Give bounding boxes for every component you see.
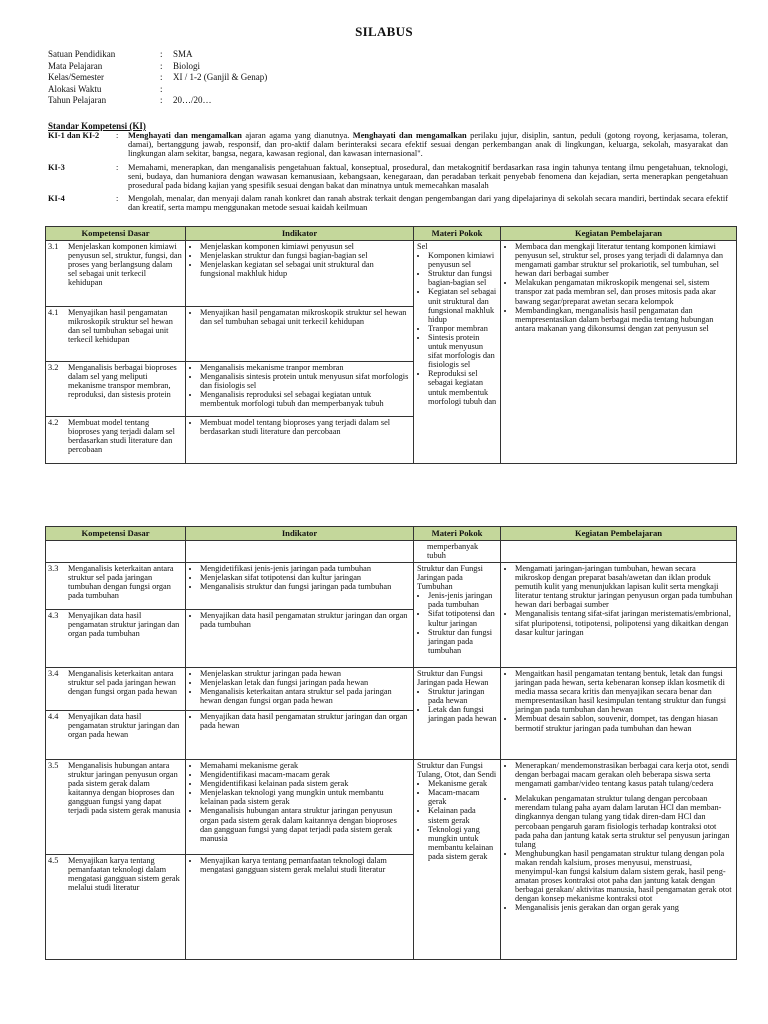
materi-cell: Struktur dan Fungsi Jaringan pada Tumbuhan • Jenis-jenis jaringan pada tumbuhan • Sifat totipotensi dan kultur jaringan • Struktur dan fungsi jaringan pada tumbuhan <box>414 563 501 668</box>
list-item: • Menganalisis mekanisme tranpor membran <box>200 363 410 372</box>
info-label: Alokasi Waktu <box>48 83 102 94</box>
materi-cell: Sel • Komponen kimiawi penyusun sel • Struktur dan fungsi bagian-bagian sel • Kegiatan sel sebagai unit struktural dan fungsional makhluk hidup • Tranpor membran • Sintesis protein untuk menyusun sifat morfologis dan fisiologis sel • Reproduksi sel sebagai kegiatan untuk membentuk morfologi tubuh dan <box>414 241 501 464</box>
kd-cell: 4.3 Menyajikan data hasil pengamatan struktur jaringan dan organ pada tumbuhan <box>46 610 186 668</box>
table-row <box>46 563 737 610</box>
ki-label: KI-4 <box>48 194 65 203</box>
table-row <box>46 541 737 563</box>
header-indikator: Indikator <box>186 227 414 241</box>
info-value: SMA <box>173 49 193 59</box>
list-item: • Menyajikan data hasil pengamatan struktur jaringan dan organ pada hewan <box>200 712 410 730</box>
list-item: • Struktur dan fungsi jaringan pada tumbuhan <box>428 628 497 655</box>
list-item: • Menganalisis sintesis protein untuk menyusun sifat morfologis dan fisiologis sel <box>200 372 410 390</box>
indikator-cell <box>186 417 414 464</box>
list-item: • Membaca dan mengkaji literatur tentang komponen kimiawi penyusun sel, struktur sel, proses yang terjadi di dalamnya dan mengamati gambar struktur sel prokariotik, sel tumbuhan, sel hewan dari berbagai sumber <box>515 242 733 278</box>
table-header-row <box>46 527 737 541</box>
list-item: • Mengaitkan hasil pengamatan tentang bentuk, letak dan fungsi jaringan pada hewan, serta kebenaran konsep iklan kosmetik di media massa secara kritis dan menyajikan secara benar dan mempresentasikan hasil kesimpulan tentang struktur dan fungsi jaringan pada tumbuhan dan hewan <box>515 669 733 714</box>
list-item: • Menjelaskan struktur jaringan pada hewan <box>200 669 410 678</box>
materi-cell: Struktur dan Fungsi Jaringan pada Hewan • Struktur jaringan pada hewan • Letak dan fungsi jaringan pada hewan <box>414 668 501 760</box>
header-kegiatan: Kegiatan Pembelajaran <box>501 527 737 541</box>
ki-1-2-row: KI-1 dan KI-2 : Menghayati dan mengamalkan ajaran agama yang dianutnya. Menghayati dan mengamalkan perilaku jujur, disiplin, santun, peduli (gotong royong, kerjasama, toleran, damai), bertanggung jawab, responsif, dan pro-aktif dalam berinteraksi secara efektif sesuai dengan perkembangan anak di lingkungan, keluarga, sekolah, masyarakat dan lingkungan alam sekitar, bangsa, negara, kawasan regional, dan kawasan internasional". <box>48 131 729 159</box>
list-item: • Struktur dan fungsi bagian-bagian sel <box>428 269 497 287</box>
ki-text: Menghayati dan mengamalkan ajaran agama yang dianutnya. Menghayati dan mengamalkan perilaku jujur, disiplin, santun, peduli (gotong royong, kerjasama, toleran, damai), bertanggung jawab, responsif, dan pro-aktif dalam berinteraksi secara efektif sesuai dengan perkembangan anak di lingkungan, keluarga, sekolah, masyarakat dan lingkungan alam sekitar, bangsa, negara, kawasan regional, dan kawasan internasional". <box>128 131 729 159</box>
list-item: • Menghubungkan hasil pengamatan struktur tulang dengan pola makan rendah kalsium, proses menyusui, menstruasi, menyimpul-kan fungsi kalsium dalam sistem gerak, hasil peng-amatan proses kontraksi otot paha dan jantung katak dengan berbagai gerakan/ aktivitas manusia, hasil pengamatan gerak otot dengan konsep mekanisme kontraksi otot <box>515 849 733 904</box>
list-item: • Menganalisis jenis gerakan dan organ gerak yang <box>515 903 733 912</box>
indikator-cell <box>186 610 414 668</box>
indikator-cell <box>186 241 414 307</box>
list-item: • Menerapkan/ mendemonstrasikan berbagai cara kerja otot, sendi dengan berbagai macam gerakan oleh beberapa siswa serta mengamati gambar/video tentang kasus patah tulang/cedera <box>515 761 733 788</box>
list-item: • Menjelaskan komponen kimiawi penyusun sel <box>200 242 410 251</box>
list-item: • Menganalisis keterkaitan antara struktur sel pada jaringan hewan dengan fungsi organ pada hewan <box>200 687 410 705</box>
list-item: • Jenis-jenis jaringan pada tumbuhan <box>428 591 497 609</box>
list-item: • Menjelaskan sifat totipotensi dan kultur jaringan <box>200 573 410 582</box>
info-value: Biologi <box>173 60 201 71</box>
ki-4-row: KI-4 : Mengolah, menalar, dan menyaji dalam ranah konkret dan ranah abstrak terkait dengan pengembangan dari yang dipelajarinya di sekolah secara mandiri, bertindak secara efektif dan kreatif, serta mampu menggunakan metode sesuai kaidah keilmuan <box>48 194 728 213</box>
list-item: • Macam-macam gerak <box>428 788 497 806</box>
info-row: Satuan Pendidikan : SMA <box>48 49 193 59</box>
indikator-cell <box>186 307 414 362</box>
list-item: • Menyajikan karya tentang pemanfaatan teknologi dalam mengatasi gangguan sistem gerak melalui studi literatur <box>200 856 410 874</box>
info-label: Satuan Pendidikan <box>48 49 116 59</box>
kd-cell: 4.5 Menyajikan karya tentang pemanfaatan teknologi dalam mengatasi gangguan sistem gerak melalui studi literatur <box>46 855 186 960</box>
header-indikator: Indikator <box>186 527 414 541</box>
info-label: Kelas/Semester <box>48 72 104 83</box>
kd-cell: 3.4 Menganalisis keterkaitan antara struktur sel pada jaringan hewan dengan fungsi organ pada hewan <box>46 668 186 711</box>
list-item: • Menganalisis struktur dan fungsi jaringan pada tumbuhan <box>200 582 410 591</box>
list-item: • Membuat desain sablon, souvenir, dompet, tas dengan hiasan bermotif struktur jaringan pada tumbuhan dan hewan <box>515 714 733 732</box>
list-item: • Menjelaskan letak dan fungsi jaringan pada hewan <box>200 678 410 687</box>
list-item: • Komponen kimiawi penyusun sel <box>428 251 497 269</box>
info-row: Kelas/Semester : XI / 1-2 (Ganjil & Genap) <box>48 72 268 83</box>
list-item: • Mekanisme gerak <box>428 779 497 788</box>
ki-3-row: KI-3 : Memahami, menerapkan, dan menganalisis pengetahuan faktual, konseptual, prosedural, dan metakognitif berdasarkan rasa ingin tahunya tentang ilmu pengetahuan, teknologi, seni, budaya, dan humaniora dengan wawasan kemanusiaan, kebangsaan, kenegaraan, dan peradaban terkait penyebab fenomena dan kejadian, serta menerapkan pengetahuan prosedural pada bidang kajian yang spesifik sesuai dengan bakat dan minatnya untuk memecahkan masalah <box>48 163 728 191</box>
table-row <box>46 668 737 711</box>
list-item: • Menyajikan hasil pengamatan mikroskopik struktur sel hewan dan sel tumbuhan sebagai unit terkecil kehidupan <box>200 308 410 326</box>
ki-label: KI-1 dan KI-2 <box>48 131 100 140</box>
list-item: • Tranpor membran <box>428 324 497 333</box>
info-row: Mata Pelajaran : Biologi <box>48 60 201 71</box>
kegiatan-cell <box>501 563 737 668</box>
info-label: Mata Pelajaran <box>48 60 103 71</box>
syllabus-table-1 <box>45 226 737 464</box>
list-item: • Menganalisis tentang sifat-sifat jaringan meristematis/embrional, sifat pluripotensi, totipotensi, polipotensi yang dikaitkan dengan dasar kultur jaringan <box>515 609 733 636</box>
header-kegiatan: Kegiatan Pembelajaran <box>501 227 737 241</box>
indikator-cell <box>186 760 414 855</box>
list-item: • Mengamati jaringan-jaringan tumbuhan, hewan secara mikroskop dengan preparat basah/awetan dan iklan produk pemutih kulit yang menunjukkan lapisan kulit serta mengkaji literatur tentang struktur jaringan penyusun organ pada tumbuhan hewan dari berbagai sumber <box>515 564 733 609</box>
info-value: XI / 1-2 (Ganjil & Genap) <box>173 72 268 83</box>
table-row <box>46 760 737 855</box>
ki-label: KI-3 <box>48 163 65 172</box>
indikator-cell <box>186 668 414 711</box>
indikator-cell <box>186 855 414 960</box>
kd-cell: 3.1 Menjelaskan komponen kimiawi penyusun sel, struktur, fungsi, dan proses yang berlangsung dalam sel sebagai unit terkecil kehidupan <box>46 241 186 307</box>
ki-text: Mengolah, menalar, dan menyaji dalam ranah konkret dan ranah abstrak terkait dengan pengembangan dari yang dipelajarinya di sekolah secara mandiri, bertindak secara efektif dan kreatif, serta mampu menggunakan metode sesuai kaidah keilmuan <box>128 194 728 213</box>
materi-cell: memperbanyak tubuh <box>414 541 501 563</box>
table-row <box>46 241 737 307</box>
indikator-cell <box>186 563 414 610</box>
header-kompetensi: Kompetensi Dasar <box>46 227 186 241</box>
kegiatan-cell <box>501 668 737 760</box>
info-label: Tahun Pelajaran <box>48 95 107 106</box>
list-item: • Kelainan pada sistem gerak <box>428 806 497 824</box>
list-item: • Membandingkan, menganalisis hasil pengamatan dan mempresentasikan dalam berbagai media tentang hubungan antara makanan yang dikonsumsi dengan zat penyusun sel <box>515 306 733 333</box>
info-value: 20…/20… <box>173 95 212 106</box>
kd-cell: 3.3 Menganalisis keterkaitan antara struktur sel pada jaringan tumbuhan dengan fungsi organ pada tumbuhan <box>46 563 186 610</box>
section-title: Standar Kompetensi (KI) <box>48 121 146 131</box>
indikator-cell <box>186 362 414 417</box>
header-materi: Materi Pokok <box>414 527 501 541</box>
list-item: • Sintesis protein untuk menyusun sifat morfologis dan fisiologis sel <box>428 333 497 369</box>
syllabus-table-2 <box>45 526 737 960</box>
list-item: • Sifat totipotensi dan kultur jaringan <box>428 609 497 627</box>
kd-cell: 3.2 Menganalisis berbagai bioproses dalam sel yang meliputi mekanisme transpor membran, reproduksi, dan sistesis protein <box>46 362 186 417</box>
list-item: • Melakukan pengamatan mikroskopik mengenai sel, sistem transpor zat pada membran sel, dan proses mitosis pada akar bawang segar/preparat awetan secara kelompok <box>515 278 733 305</box>
list-item: • Kegiatan sel sebagai unit struktural dan fungsional makhluk hidup <box>428 287 497 323</box>
list-item: • Menyajikan data hasil pengamatan struktur jaringan dan organ pada tumbuhan <box>200 611 410 629</box>
list-item: • Teknologi yang mungkin untuk membantu kelainan pada sistem gerak <box>428 825 497 861</box>
list-item: • Mengidetifikasi jenis-jenis jaringan pada tumbuhan <box>200 564 410 573</box>
page-title: SILABUS <box>355 24 413 39</box>
kd-cell: 3.5 Menganalisis hubungan antara struktur jaringan penyusun organ pada sistem gerak dalam kaitannya dengan bioproses dan gangguan fungsi yang dapat terjadi pada sistem gerak manusia <box>46 760 186 855</box>
list-item: • Menganalisis hubungan antara struktur jaringan penyusun organ pada sistem gerak dalam kaitannya dengan bioproses dan gangguan fungsi yang dapat terjadi pada sistem gerak manusia <box>200 806 410 842</box>
list-item: • Menjelaskan kegiatan sel sebagai unit struktural dan fungsional makhluk hidup <box>200 260 410 278</box>
list-item: • Menjelaskan struktur dan fungsi bagian-bagian sel <box>200 251 410 260</box>
list-item: • Menganalisis reproduksi sel sebagai kegiatan untuk membentuk morfologi tubuh dan memperbanyak tubuh <box>200 390 410 408</box>
list-item: • Membuat model tentang bioproses yang terjadi dalam sel berdasarkan studi literature dan percobaan <box>200 418 410 436</box>
header-materi: Materi Pokok <box>414 227 501 241</box>
list-item: • Menjelaskan teknologi yang mungkin untuk membantu kelainan pada sistem gerak <box>200 788 410 806</box>
list-item: • Mengidentifikasi macam-macam gerak <box>200 770 410 779</box>
identity-block <box>48 49 267 107</box>
table-header-row <box>46 227 737 241</box>
list-item: • Memahami mekanisme gerak <box>200 761 410 770</box>
info-row: Alokasi Waktu : <box>48 83 163 94</box>
list-item: • Reproduksi sel sebagai kegiatan untuk membentuk morfologi tubuh dan <box>428 369 497 405</box>
ki-text: Memahami, menerapkan, dan menganalisis pengetahuan faktual, konseptual, prosedural, dan metakognitif berdasarkan rasa ingin tahunya tentang ilmu pengetahuan, teknologi, seni, budaya, dan humaniora dengan wawasan kemanusiaan, kebangsaan, kenegaraan, dan peradaban terkait penyebab fenomena dan kejadian, serta menerapkan pengetahuan prosedural pada bidang kajian yang spesifik sesuai dengan bakat dan minatnya untuk memecahkan masalah <box>128 163 728 191</box>
kd-cell: 4.2 Membuat model tentang bioproses yang terjadi dalam sel berdasarkan studi literature dan percobaan <box>46 417 186 464</box>
kegiatan-cell <box>501 241 737 464</box>
list-item: • Struktur jaringan pada hewan <box>428 687 497 705</box>
list-item: • Mengidentifikasi kelainan pada sistem gerak <box>200 779 410 788</box>
kd-cell: 4.1 Menyajikan hasil pengamatan mikroskopik struktur sel hewan dan sel tumbuhan sebagai unit terkecil kehidupan <box>46 307 186 362</box>
materi-cell: Struktur dan Fungsi Tulang, Otot, dan Sendi • Mekanisme gerak • Macam-macam gerak • Kelainan pada sistem gerak • Teknologi yang mungkin untuk membantu kelainan pada sistem gerak <box>414 760 501 960</box>
indikator-cell <box>186 711 414 760</box>
list-item: • Letak dan fungsi jaringan pada hewan <box>428 705 497 723</box>
header-kompetensi: Kompetensi Dasar <box>46 527 186 541</box>
list-item: • Melakukan pengamatan struktur tulang dengan percobaan merendam tulang paha ayam dalam larutan HCl dan memban-dingkannya dengan tulang yang tidak diren-dam HCl dan percobaan pengaruh garam fisiologis terhadap kontraksi otot pada paha dan jantung katak serta struktur sel penyusun jaringan tulang <box>515 794 733 849</box>
kegiatan-cell <box>501 760 737 960</box>
info-row: Tahun Pelajaran : 20…/20… <box>48 95 212 106</box>
kd-cell: 4.4 Menyajikan data hasil pengamatan struktur jaringan dan organ pada hewan <box>46 711 186 760</box>
